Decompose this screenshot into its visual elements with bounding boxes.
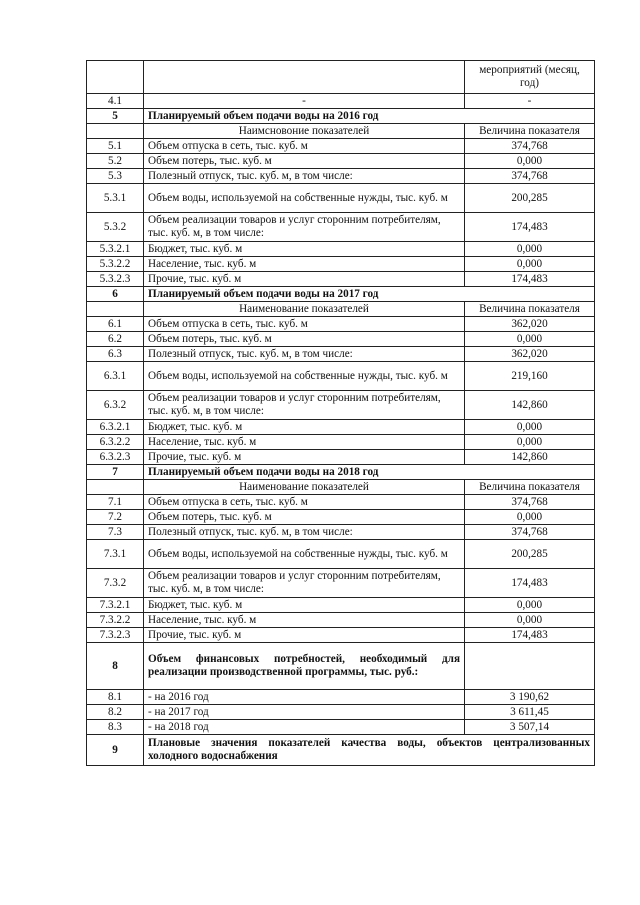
- table-row: [87, 628, 595, 643]
- column-header-row: [87, 302, 595, 317]
- section-number: 6: [87, 287, 144, 302]
- row-text: Объем реализации товаров и услуг сторонним потребителям, тыс. куб. м, в том числе:: [144, 213, 465, 242]
- row-number: 6.1: [87, 317, 144, 332]
- name-header-cell: [144, 61, 465, 94]
- row-number: 5.3.2: [87, 213, 144, 242]
- row-text: Объем потерь, тыс. куб. м: [144, 510, 465, 525]
- table-row: [87, 347, 595, 362]
- row-text: Прочие, тыс. куб. м: [144, 628, 465, 643]
- table-row: [87, 598, 595, 613]
- row-number: 6.3.2: [87, 391, 144, 420]
- row-text: Объем воды, используемой на собственные нужды, тыс. куб. м: [144, 362, 465, 391]
- row-value: 174,483: [465, 272, 595, 287]
- section-title: Планируемый объем подачи воды на 2016 год: [144, 109, 595, 124]
- row-number: 6.3: [87, 347, 144, 362]
- column-header-row: [87, 480, 595, 495]
- row-text: - на 2018 год: [144, 720, 465, 735]
- row-number: 8.3: [87, 720, 144, 735]
- row-number: 6.3.2.3: [87, 450, 144, 465]
- section-number: 8: [87, 643, 144, 690]
- row-number: 5.3.2.3: [87, 272, 144, 287]
- measure-header: мероприятий (месяц, год): [465, 61, 595, 94]
- row-text: Объем воды, используемой на собственные нужды, тыс. куб. м: [144, 184, 465, 213]
- row-text: Бюджет, тыс. куб. м: [144, 598, 465, 613]
- row-text: Объем отпуска в сеть, тыс. куб. м: [144, 317, 465, 332]
- table-row: [87, 391, 595, 420]
- row-text: Население, тыс. куб. м: [144, 435, 465, 450]
- section-number: 7: [87, 465, 144, 480]
- table-row: [87, 94, 595, 109]
- row-number: 5.2: [87, 154, 144, 169]
- table-row: [87, 362, 595, 391]
- section-6-rows: [87, 317, 595, 465]
- row-value: 374,768: [465, 525, 595, 540]
- row-value: 374,768: [465, 139, 595, 154]
- section-heading-5: [87, 109, 595, 124]
- row-value: 200,285: [465, 184, 595, 213]
- table-row: [87, 257, 595, 272]
- row-value: 374,768: [465, 169, 595, 184]
- section-number: 5: [87, 109, 144, 124]
- table-row: [87, 690, 595, 705]
- row-value: 0,000: [465, 613, 595, 628]
- section-heading-8: [87, 643, 595, 690]
- row-text: Объем реализации товаров и услуг сторонним потребителям, тыс. куб. м, в том числе:: [144, 391, 465, 420]
- row-number: 5.3.1: [87, 184, 144, 213]
- table-row: [87, 154, 595, 169]
- row-value: 0,000: [465, 510, 595, 525]
- row-text: Объем воды, используемой на собственные нужды, тыс. куб. м: [144, 540, 465, 569]
- table-row: [87, 435, 595, 450]
- indicators-table: [86, 60, 595, 766]
- empty-cell: [87, 124, 144, 139]
- row-number: 6.3.2.1: [87, 420, 144, 435]
- section-heading-6: [87, 287, 595, 302]
- column-header-row: [87, 124, 595, 139]
- table-row: [87, 169, 595, 184]
- number-header-cell: [87, 61, 144, 94]
- section-title: Объем финансовых потребностей, необходимый для реализации производственной программы, тыс. руб.:: [144, 643, 465, 690]
- row-value: 362,020: [465, 317, 595, 332]
- row-value: 174,483: [465, 569, 595, 598]
- table-row: [87, 420, 595, 435]
- row-value: 174,483: [465, 628, 595, 643]
- table-row: [87, 525, 595, 540]
- row-number: 6.3.1: [87, 362, 144, 391]
- row-text: Объем потерь, тыс. куб. м: [144, 332, 465, 347]
- row-text: - на 2016 год: [144, 690, 465, 705]
- row-text: Население, тыс. куб. м: [144, 257, 465, 272]
- table-row: [87, 317, 595, 332]
- row-text: Полезный отпуск, тыс. куб. м, в том числе:: [144, 347, 465, 362]
- table-row: [87, 569, 595, 598]
- section-5-rows: [87, 139, 595, 287]
- row-value: 142,860: [465, 450, 595, 465]
- row-value: 0,000: [465, 242, 595, 257]
- table-row: [87, 450, 595, 465]
- row-number: 8.2: [87, 705, 144, 720]
- section-title: Плановые значения показателей качества воды, объектов централизованных холодного водоснабжения: [144, 735, 595, 766]
- row-value: 374,768: [465, 495, 595, 510]
- row-value: 362,020: [465, 347, 595, 362]
- table-header-continuation: [87, 61, 595, 94]
- row-number: 5.3.2.1: [87, 242, 144, 257]
- column-name-header: Наимсновоние показателей: [144, 124, 465, 139]
- row-number: 6.2: [87, 332, 144, 347]
- row-number: 5.3: [87, 169, 144, 184]
- row-number: 5.1: [87, 139, 144, 154]
- row-number: 7.3.2: [87, 569, 144, 598]
- table-row: [87, 139, 595, 154]
- row-text: - на 2017 год: [144, 705, 465, 720]
- row-text: Бюджет, тыс. куб. м: [144, 242, 465, 257]
- row-text: Бюджет, тыс. куб. м: [144, 420, 465, 435]
- row-number: 7.3.2.1: [87, 598, 144, 613]
- row-value: 200,285: [465, 540, 595, 569]
- row-number: 7.1: [87, 495, 144, 510]
- row-value: 219,160: [465, 362, 595, 391]
- row-text: Объем потерь, тыс. куб. м: [144, 154, 465, 169]
- row-number: 7.3: [87, 525, 144, 540]
- section-title: Планируемый объем подачи воды на 2018 год: [144, 465, 595, 480]
- column-value-header: Величина показателя: [465, 480, 595, 495]
- table-row: [87, 510, 595, 525]
- table-row: [87, 705, 595, 720]
- section-title: Планируемый объем подачи воды на 2017 год: [144, 287, 595, 302]
- table-row: [87, 613, 595, 628]
- row-number: 8.1: [87, 690, 144, 705]
- table-row: [87, 184, 595, 213]
- row-text: -: [144, 94, 465, 109]
- row-number: 7.2: [87, 510, 144, 525]
- column-name-header: Наименование показателей: [144, 302, 465, 317]
- row-value: 0,000: [465, 435, 595, 450]
- row-value: 0,000: [465, 332, 595, 347]
- row-text: Население, тыс. куб. м: [144, 613, 465, 628]
- row-value: 3 507,14: [465, 720, 595, 735]
- table-row: [87, 332, 595, 347]
- row-value: -: [465, 94, 595, 109]
- table-row: [87, 495, 595, 510]
- section-number: 9: [87, 735, 144, 766]
- row-number: 5.3.2.2: [87, 257, 144, 272]
- section-heading-9: [87, 735, 595, 766]
- row-number: 7.3.2.2: [87, 613, 144, 628]
- table-row: [87, 242, 595, 257]
- row-value: 3 190,62: [465, 690, 595, 705]
- section-8-rows: [87, 690, 595, 735]
- row-number: 6.3.2.2: [87, 435, 144, 450]
- row-text: Объем отпуска в сеть, тыс. куб. м: [144, 495, 465, 510]
- table-row: [87, 272, 595, 287]
- row-value: 174,483: [465, 213, 595, 242]
- empty-cell: [87, 302, 144, 317]
- row-text: Полезный отпуск, тыс. куб. м, в том числе:: [144, 169, 465, 184]
- row-number: 4.1: [87, 94, 144, 109]
- column-value-header: Величина показателя: [465, 302, 595, 317]
- row-value: 0,000: [465, 154, 595, 169]
- section-7-rows: [87, 495, 595, 643]
- row-text: Полезный отпуск, тыс. куб. м, в том числе:: [144, 525, 465, 540]
- row-number: 7.3.1: [87, 540, 144, 569]
- row-text: Прочие, тыс. куб. м: [144, 272, 465, 287]
- row-value: 3 611,45: [465, 705, 595, 720]
- row-value: 142,860: [465, 391, 595, 420]
- column-value-header: Величина показателя: [465, 124, 595, 139]
- row-number: 7.3.2.3: [87, 628, 144, 643]
- row-value: 0,000: [465, 420, 595, 435]
- row-text: Объем отпуска в сеть, тыс. куб. м: [144, 139, 465, 154]
- row-text: Прочие, тыс. куб. м: [144, 450, 465, 465]
- section-heading-7: [87, 465, 595, 480]
- empty-cell: [465, 643, 595, 690]
- empty-cell: [87, 480, 144, 495]
- table-row: [87, 213, 595, 242]
- table-row: [87, 540, 595, 569]
- row-text: Объем реализации товаров и услуг сторонним потребителям, тыс. куб. м, в том числе:: [144, 569, 465, 598]
- row-value: 0,000: [465, 598, 595, 613]
- row-value: 0,000: [465, 257, 595, 272]
- column-name-header: Наименование показателей: [144, 480, 465, 495]
- table-row: [87, 720, 595, 735]
